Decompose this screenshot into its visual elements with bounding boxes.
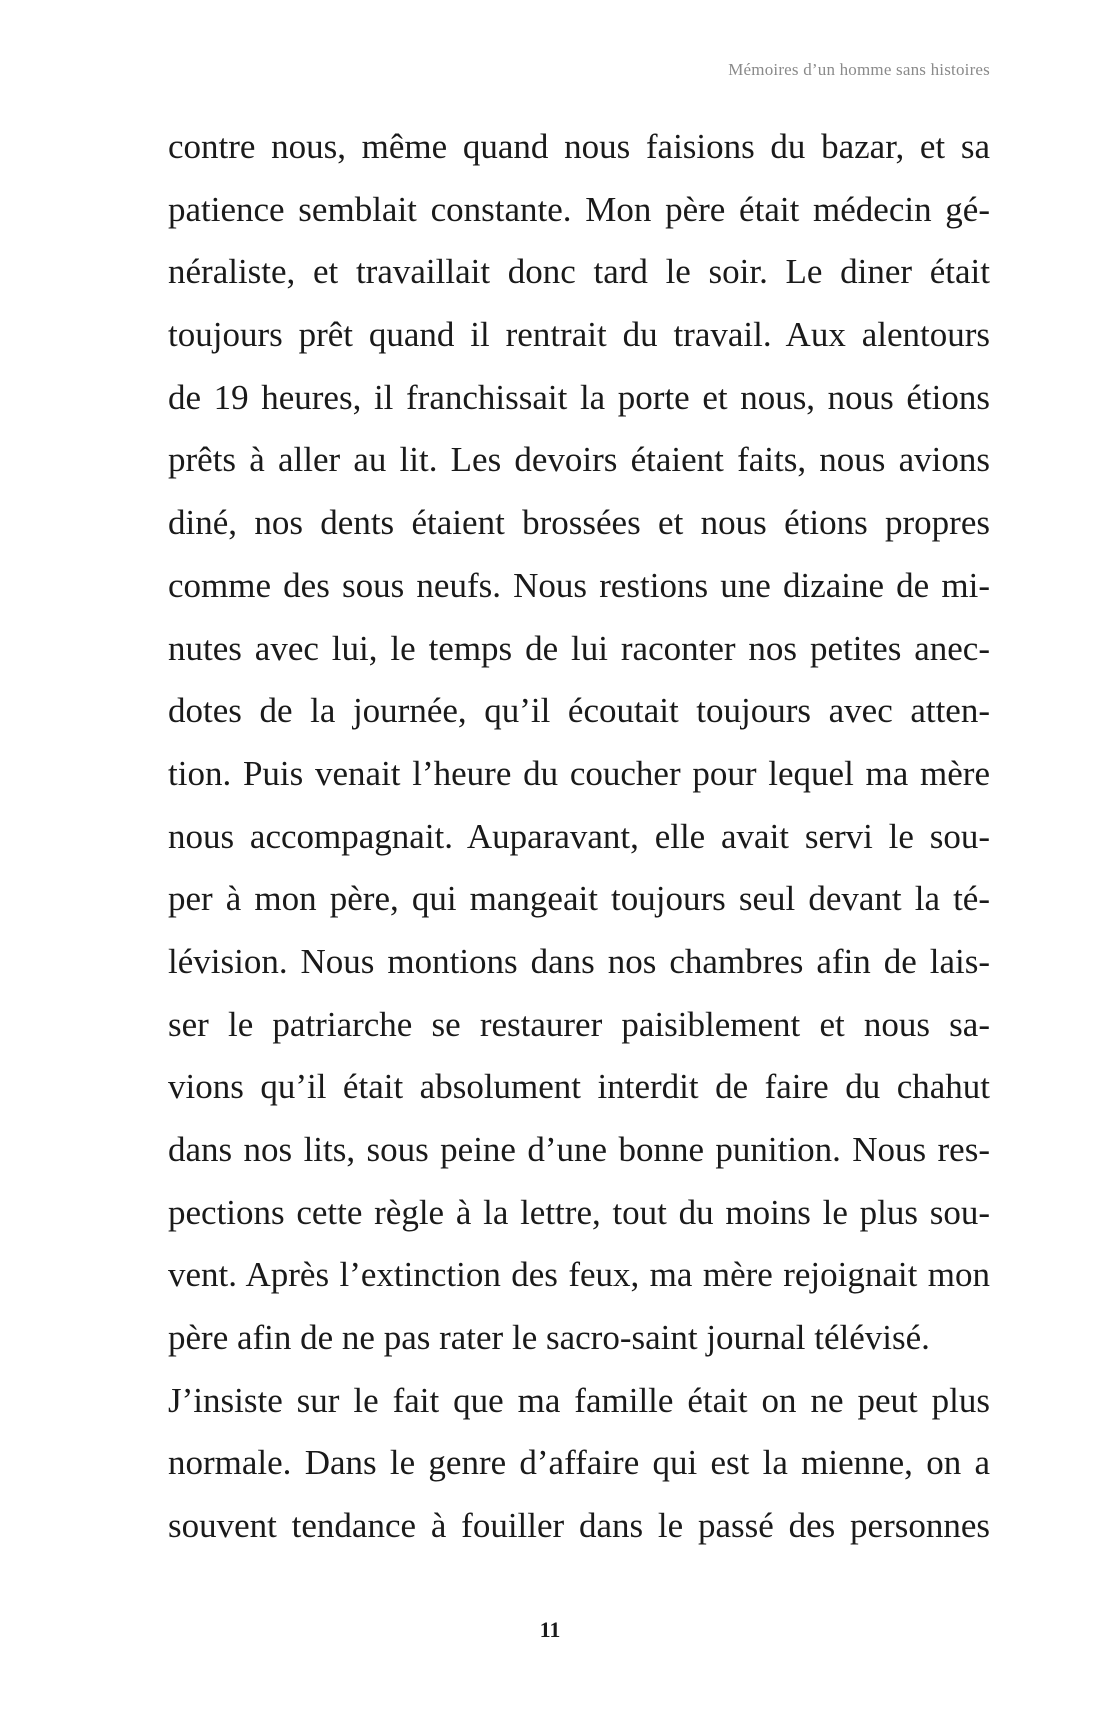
running-header: Mémoires d’un homme sans histoires — [728, 60, 990, 79]
text-line: lévision. Nous montions dans nos chambres afin de lais- — [168, 941, 990, 981]
text-line: normale. Dans le genre d’affaire qui est la mienne, on a — [168, 1443, 990, 1483]
text-line: père afin de ne pas rater le sacro-saint journal télévisé. — [168, 1318, 930, 1358]
page-number: 11 — [539, 1617, 561, 1642]
text-line: de 19 heures, il franchissait la porte et nous, nous étions — [168, 377, 990, 417]
text-line: nutes avec lui, le temps de lui raconter nos petites anec- — [168, 628, 990, 668]
text-line: contre nous, même quand nous faisions du bazar, et sa — [168, 127, 990, 166]
text-line: tion. Puis venait l’heure du coucher pour lequel ma mère — [168, 753, 990, 793]
text-line: prêts à aller au lit. Les devoirs étaient faits, nous avions — [168, 440, 990, 480]
text-line: vions qu’il était absolument interdit de faire du chahut — [168, 1067, 990, 1107]
text-line: J’insiste sur le fait que ma famille était on ne peut plus — [168, 1380, 990, 1420]
text-line: per à mon père, qui mangeait toujours seul devant la té- — [168, 879, 990, 919]
text-line: néraliste, et travaillait donc tard le soir. Le diner était — [168, 252, 990, 292]
text-line: dotes de la journée, qu’il écoutait toujours avec atten- — [168, 691, 990, 731]
text-line: vent. Après l’extinction des feux, ma mère rejoignait mon — [168, 1255, 990, 1295]
text-line: toujours prêt quand il rentrait du travail. Aux alentours — [168, 315, 990, 355]
text-line: souvent tendance à fouiller dans le passé des personnes — [168, 1506, 990, 1546]
text-line: patience semblait constante. Mon père était médecin gé- — [168, 189, 990, 229]
body-text — [168, 116, 990, 1558]
text-line: nous accompagnait. Auparavant, elle avait servi le sou- — [168, 816, 990, 856]
text-line: dans nos lits, sous peine d’une bonne punition. Nous res- — [168, 1130, 990, 1169]
text-line: pections cette règle à la lettre, tout du moins le plus sou- — [168, 1192, 990, 1232]
text-line: comme des sous neufs. Nous restions une dizaine de mi- — [168, 565, 990, 605]
text-line: diné, nos dents étaient brossées et nous étions propres — [168, 503, 990, 543]
text-line: ser le patriarche se restaurer paisiblement et nous sa- — [168, 1004, 990, 1044]
